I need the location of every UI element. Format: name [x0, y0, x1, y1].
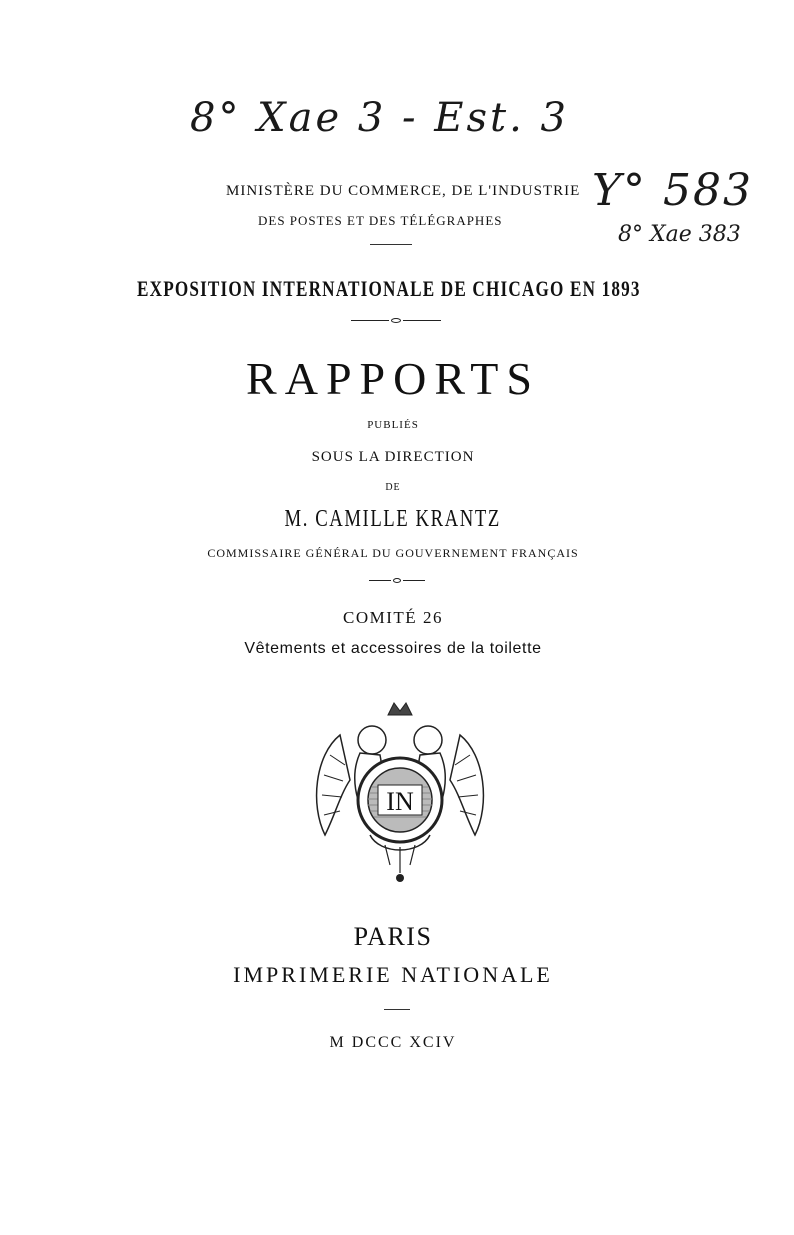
exposition-title — [0, 276, 786, 302]
imprint-year: M DCCC XCIV — [329, 1034, 457, 1051]
director-name — [0, 506, 790, 533]
divider-rule — [370, 244, 412, 245]
svg-text:IN: IN — [386, 787, 414, 816]
handwritten-shelfmark-right-large: Y° 583 — [592, 165, 754, 216]
published-label: PUBLIÉS — [367, 419, 419, 431]
emblem-illustration-icon — [310, 695, 490, 885]
handwritten-shelfmark-right-small: 8° Xae 383 — [618, 222, 741, 247]
director-title: COMMISSAIRE GÉNÉRAL DU GOUVERNEMENT FRANÇAIS — [207, 546, 579, 560]
imprimerie-nationale-emblem — [310, 695, 490, 885]
ornament-divider — [350, 318, 442, 323]
committee-label: COMITÉ 26 — [343, 608, 443, 627]
committee-subject: Vêtements et accessoires de la toilette — [244, 640, 542, 657]
imprint-divider — [384, 1009, 410, 1010]
imprint-publisher: IMPRIMERIE NATIONALE — [233, 962, 553, 987]
de-label: DE — [385, 482, 401, 493]
exposition-title-text: EXPOSITION INTERNATIONALE DE CHICAGO EN 1893 — [137, 276, 641, 301]
imprint-city: PARIS — [353, 922, 433, 951]
rapports-title: RAPPORTS — [246, 353, 540, 404]
ornament-divider-small — [367, 578, 427, 583]
ministry-line-1: MINISTÈRE DU COMMERCE, DE L'INDUSTRIE — [226, 183, 581, 199]
direction-label: SOUS LA DIRECTION — [311, 449, 475, 465]
handwritten-shelfmark-top: 8° Xae 3 - Est. 3 — [190, 95, 569, 141]
ministry-line-2: DES POSTES ET DES TÉLÉGRAPHES — [258, 213, 503, 228]
director-name-text: M. CAMILLE KRANTZ — [284, 506, 502, 532]
